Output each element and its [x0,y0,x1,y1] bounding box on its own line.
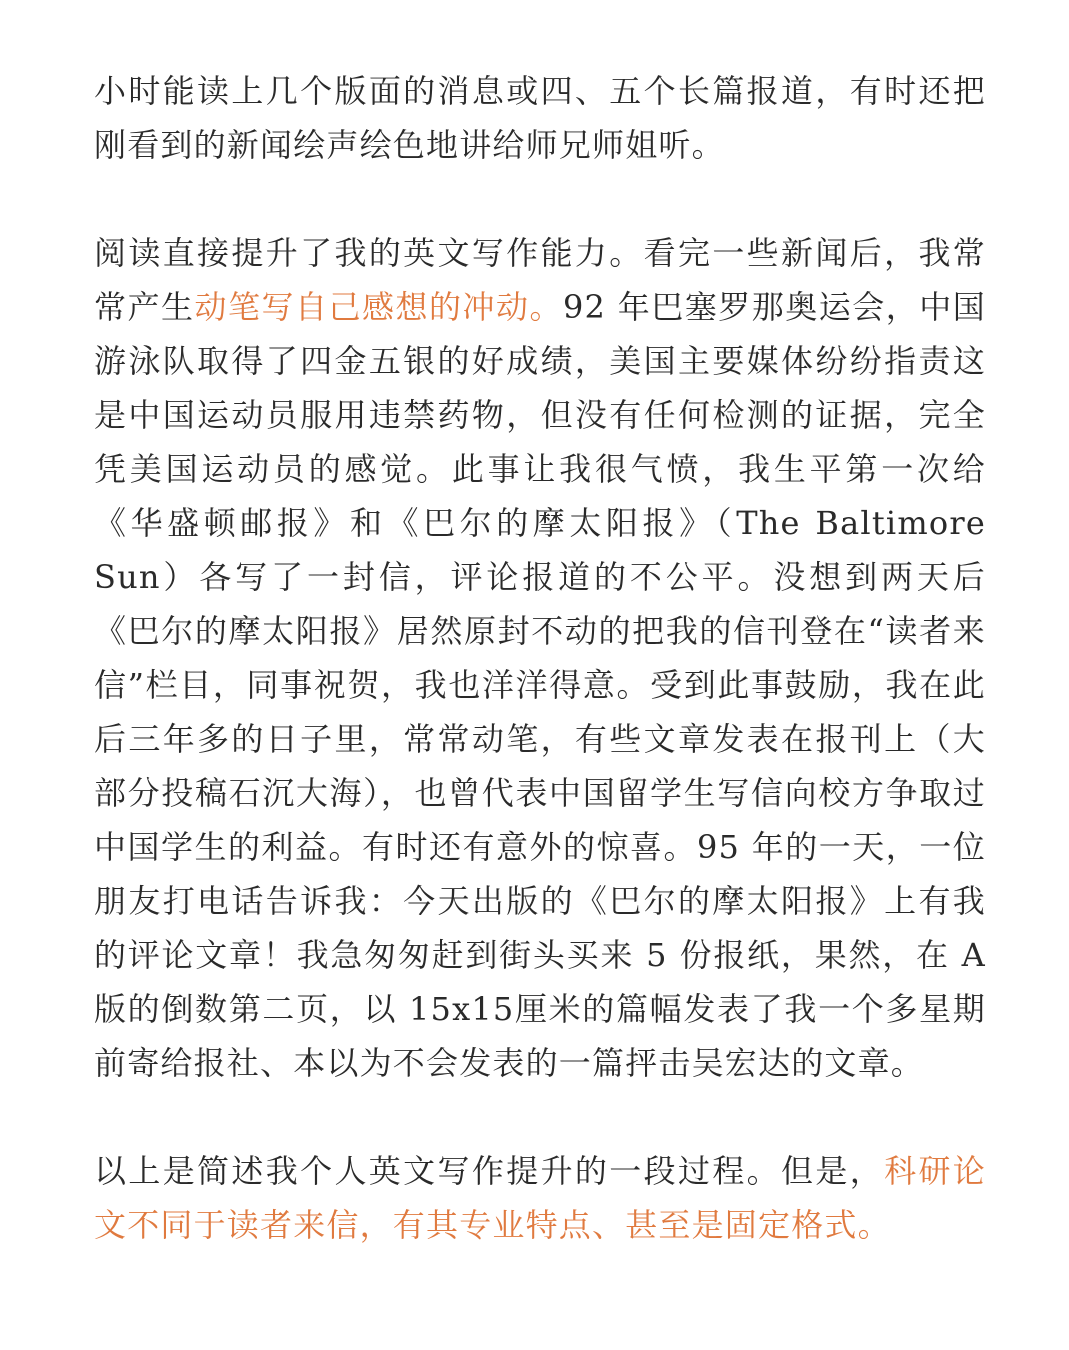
article-body [94,64,986,1252]
paragraph-rest-text: 92 年巴塞罗那奥运会，中国游泳队取得了四金五银的好成绩，美国主要媒体纷纷指责这是中国运动员服用违禁药物，但没有任何检测的证据，完全凭美国运动员的感觉。此事让我很气愤，我生平第一次给《华盛顿邮报》和《巴尔的摩太阳报》（The Baltimore Sun）各写了一封信，评论报道的不公平。没想到两天后《巴尔的摩太阳报》居然原封不动的把我的信刊登在“读者来信”栏目，同事祝贺，我也洋洋得意。受到此事鼓励，我在此后三年多的日子里，常常动笔，有些文章发表在报刊上（大部分投稿石沉大海），也曾代表中国留学生写信向校方争取过中国学生的利益。有时还有意外的惊喜。95 年的一天，一位朋友打电话告诉我：今天出版的《巴尔的摩太阳报》上有我的评论文章！我急匆匆赶到街头买来 5 份报纸，果然，在 A 版的倒数第二页，以 15x15厘米的篇幅发表了我一个多星期前寄给报社、本以为不会发表的一篇抨击吴宏达的文章。 [94,288,986,1082]
paragraph-lead-text: 以上是简述我个人英文写作提升的一段过程。但是， [94,1152,885,1190]
paragraph-lead-text: 阅读直接提升了我的英文写作能力。看完一些新闻后，我常常产生 [94,234,986,326]
paragraph-summary [94,1144,986,1252]
paragraph-reading-habit [94,64,986,172]
highlighted-phrase: 动笔写自己感想的冲动。 [194,288,563,326]
paragraph-text: 小时能读上几个版面的消息或四、五个长篇报道，有时还把刚看到的新闻绘声绘色地讲给师兄师姐听。 [94,72,986,164]
highlighted-phrase: 科研论文不同于读者来信，有其专业特点、甚至是固定格式。 [94,1152,986,1244]
paragraph-writing-ability [94,226,986,1090]
